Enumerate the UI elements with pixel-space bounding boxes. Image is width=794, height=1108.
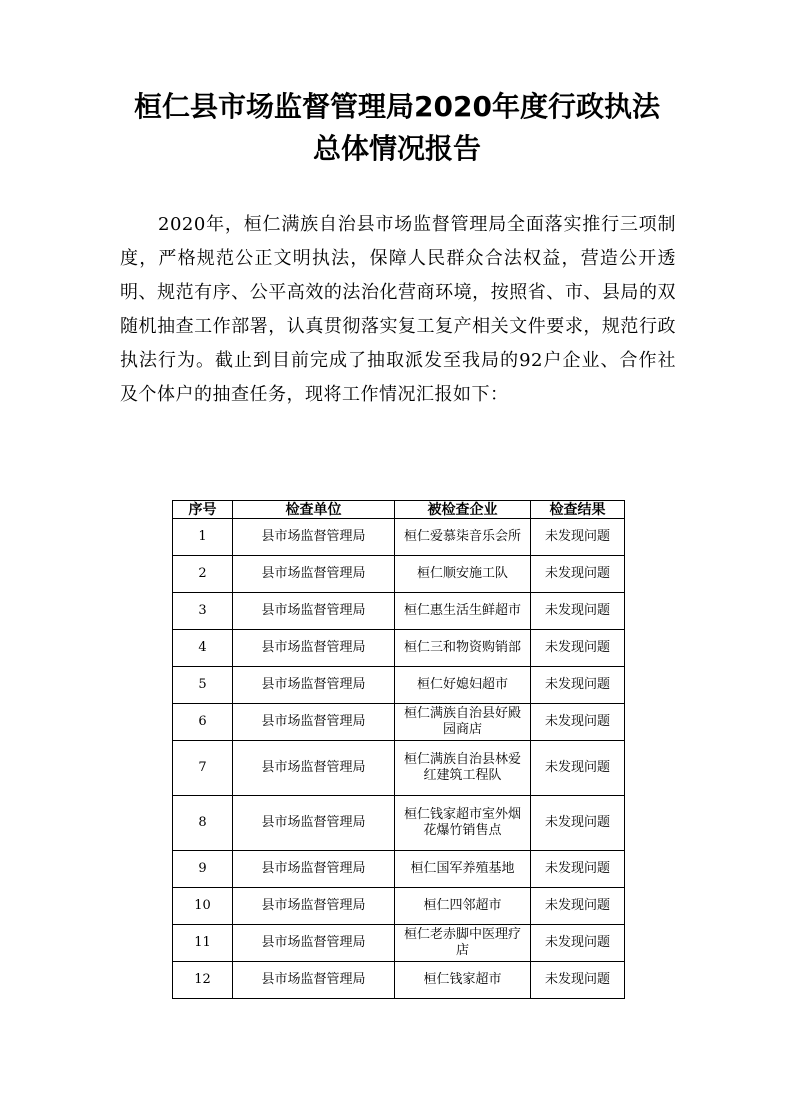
cell-target: 桓仁钱家超市 <box>395 962 531 999</box>
header-unit: 检查单位 <box>233 501 395 519</box>
cell-no: 6 <box>173 704 233 741</box>
cell-no: 11 <box>173 925 233 962</box>
cell-no: 7 <box>173 741 233 796</box>
header-result: 检查结果 <box>531 501 625 519</box>
cell-target: 桓仁四邻超市 <box>395 888 531 925</box>
cell-unit: 县市场监督管理局 <box>233 704 395 741</box>
table-header-row <box>173 501 625 519</box>
cell-unit: 县市场监督管理局 <box>233 556 395 593</box>
inspection-table <box>172 500 625 999</box>
cell-unit: 县市场监督管理局 <box>233 851 395 888</box>
cell-unit: 县市场监督管理局 <box>233 888 395 925</box>
cell-result: 未发现问题 <box>531 741 625 796</box>
cell-unit: 县市场监督管理局 <box>233 667 395 704</box>
cell-no: 3 <box>173 593 233 630</box>
table-row <box>173 593 625 630</box>
table-row <box>173 851 625 888</box>
cell-target: 桓仁爱慕柒音乐会所 <box>395 519 531 556</box>
cell-result: 未发现问题 <box>531 667 625 704</box>
cell-target: 桓仁好媳妇超市 <box>395 667 531 704</box>
cell-result: 未发现问题 <box>531 888 625 925</box>
cell-no: 1 <box>173 519 233 556</box>
cell-unit: 县市场监督管理局 <box>233 630 395 667</box>
table-row <box>173 888 625 925</box>
cell-result: 未发现问题 <box>531 851 625 888</box>
cell-result: 未发现问题 <box>531 556 625 593</box>
cell-target: 桓仁国军养殖基地 <box>395 851 531 888</box>
cell-no: 4 <box>173 630 233 667</box>
cell-no: 9 <box>173 851 233 888</box>
cell-target: 桓仁满族自治县好殿园商店 <box>395 704 531 741</box>
cell-target: 桓仁惠生活生鲜超市 <box>395 593 531 630</box>
cell-result: 未发现问题 <box>531 630 625 667</box>
table-row <box>173 630 625 667</box>
cell-unit: 县市场监督管理局 <box>233 593 395 630</box>
cell-result: 未发现问题 <box>531 593 625 630</box>
table-row <box>173 925 625 962</box>
cell-no: 10 <box>173 888 233 925</box>
cell-result: 未发现问题 <box>531 704 625 741</box>
cell-result: 未发现问题 <box>531 796 625 851</box>
table-row <box>173 796 625 851</box>
cell-target: 桓仁钱家超市室外烟花爆竹销售点 <box>395 796 531 851</box>
header-target: 被检查企业 <box>395 501 531 519</box>
cell-result: 未发现问题 <box>531 519 625 556</box>
cell-no: 8 <box>173 796 233 851</box>
cell-target: 桓仁老赤脚中医理疗店 <box>395 925 531 962</box>
table-row <box>173 704 625 741</box>
intro-paragraph: 2020年，桓仁满族自治县市场监督管理局全面落实推行三项制度，严格规范公正文明执法，保障人民群众合法权益，营造公开透明、规范有序、公平高效的法治化营商环境，按照省、市、县局的双随机抽查工作部署，认真贯彻落实复工复产相关文件要求，规范行政执法行为。截止到目前完成了抽取派发至我局的92户企业、合作社及个体户的抽查任务，现将工作情况汇报如下： <box>120 214 676 405</box>
table-row <box>173 556 625 593</box>
cell-result: 未发现问题 <box>531 962 625 999</box>
table-row <box>173 519 625 556</box>
table-row <box>173 741 625 796</box>
cell-unit: 县市场监督管理局 <box>233 962 395 999</box>
cell-target: 桓仁三和物资购销部 <box>395 630 531 667</box>
table-row <box>173 667 625 704</box>
cell-unit: 县市场监督管理局 <box>233 796 395 851</box>
header-no: 序号 <box>173 501 233 519</box>
cell-no: 5 <box>173 667 233 704</box>
title-line-1: 桓仁县市场监督管理局2020年度行政执法 <box>134 90 660 123</box>
cell-target: 桓仁满族自治县林爱红建筑工程队 <box>395 741 531 796</box>
cell-unit: 县市场监督管理局 <box>233 925 395 962</box>
table-row <box>173 962 625 999</box>
cell-result: 未发现问题 <box>531 925 625 962</box>
cell-target: 桓仁顺安施工队 <box>395 556 531 593</box>
title-line-2: 总体情况报告 <box>312 132 481 165</box>
cell-unit: 县市场监督管理局 <box>233 519 395 556</box>
cell-unit: 县市场监督管理局 <box>233 741 395 796</box>
page-title <box>0 86 794 170</box>
cell-no: 2 <box>173 556 233 593</box>
cell-no: 12 <box>173 962 233 999</box>
